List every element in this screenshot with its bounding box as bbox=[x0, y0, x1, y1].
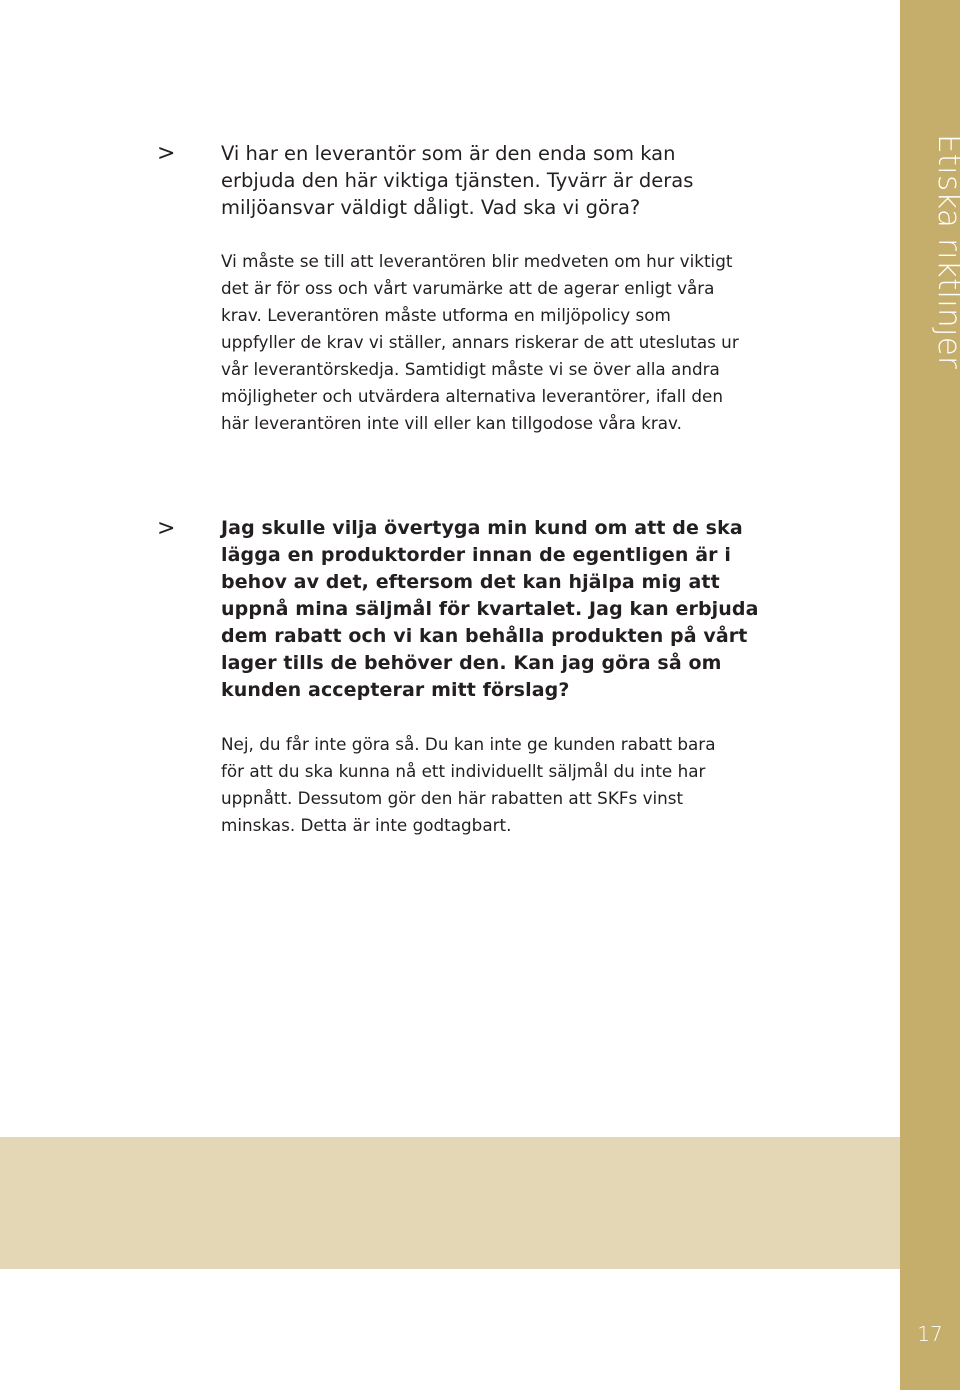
answer-text: Vi måste se till att leverantören blir medveten om hur viktigt det är för oss och vårt varumärke att de agerar enligt våra krav. Leverantören måste utforma en miljöpolicy som uppfyller de krav vi ställer, annars riskerar de att uteslutas ur vår leverantörskedja. Samtidigt måste vi se över alla andra möjligheter och utvärdera alternativa leverantörer, ifall den här leverantören inte vill eller kan tillgodose våra krav. bbox=[221, 251, 739, 433]
page-number: 17 bbox=[917, 1322, 943, 1346]
footer-band bbox=[0, 1137, 900, 1269]
question-text: Jag skulle vilja övertyga min kund om att de ska lägga en produktorder innan de egentligen är i behov av det, eftersom det kan hjälpa mig att uppnå mina säljmål för kvartalet. Jag kan erbjuda dem rabatt och vi kan behålla produkten på vårt lager tills de behöver den. Kan jag göra så om kunden accepterar mitt förslag? bbox=[221, 517, 759, 701]
item-marker: > bbox=[157, 141, 176, 166]
item-marker: > bbox=[157, 516, 176, 541]
section-title-vertical: Etiska riktlinjer bbox=[931, 134, 967, 369]
qa-item bbox=[221, 515, 761, 839]
answer-text: Nej, du får inte göra så. Du kan inte ge kunden rabatt bara för att du ska kunna nå ett individuellt säljmål du inte har uppnått. Dessutom gör den här rabatten att SKFs vinst minskas. Detta är inte godtagbart. bbox=[221, 734, 716, 835]
qa-item bbox=[221, 140, 739, 437]
question-text: Vi har en leverantör som är den enda som kan erbjuda den här viktiga tjänsten. Tyvärr är deras miljöansvar väldigt dåligt. Vad ska vi göra? bbox=[221, 142, 694, 219]
